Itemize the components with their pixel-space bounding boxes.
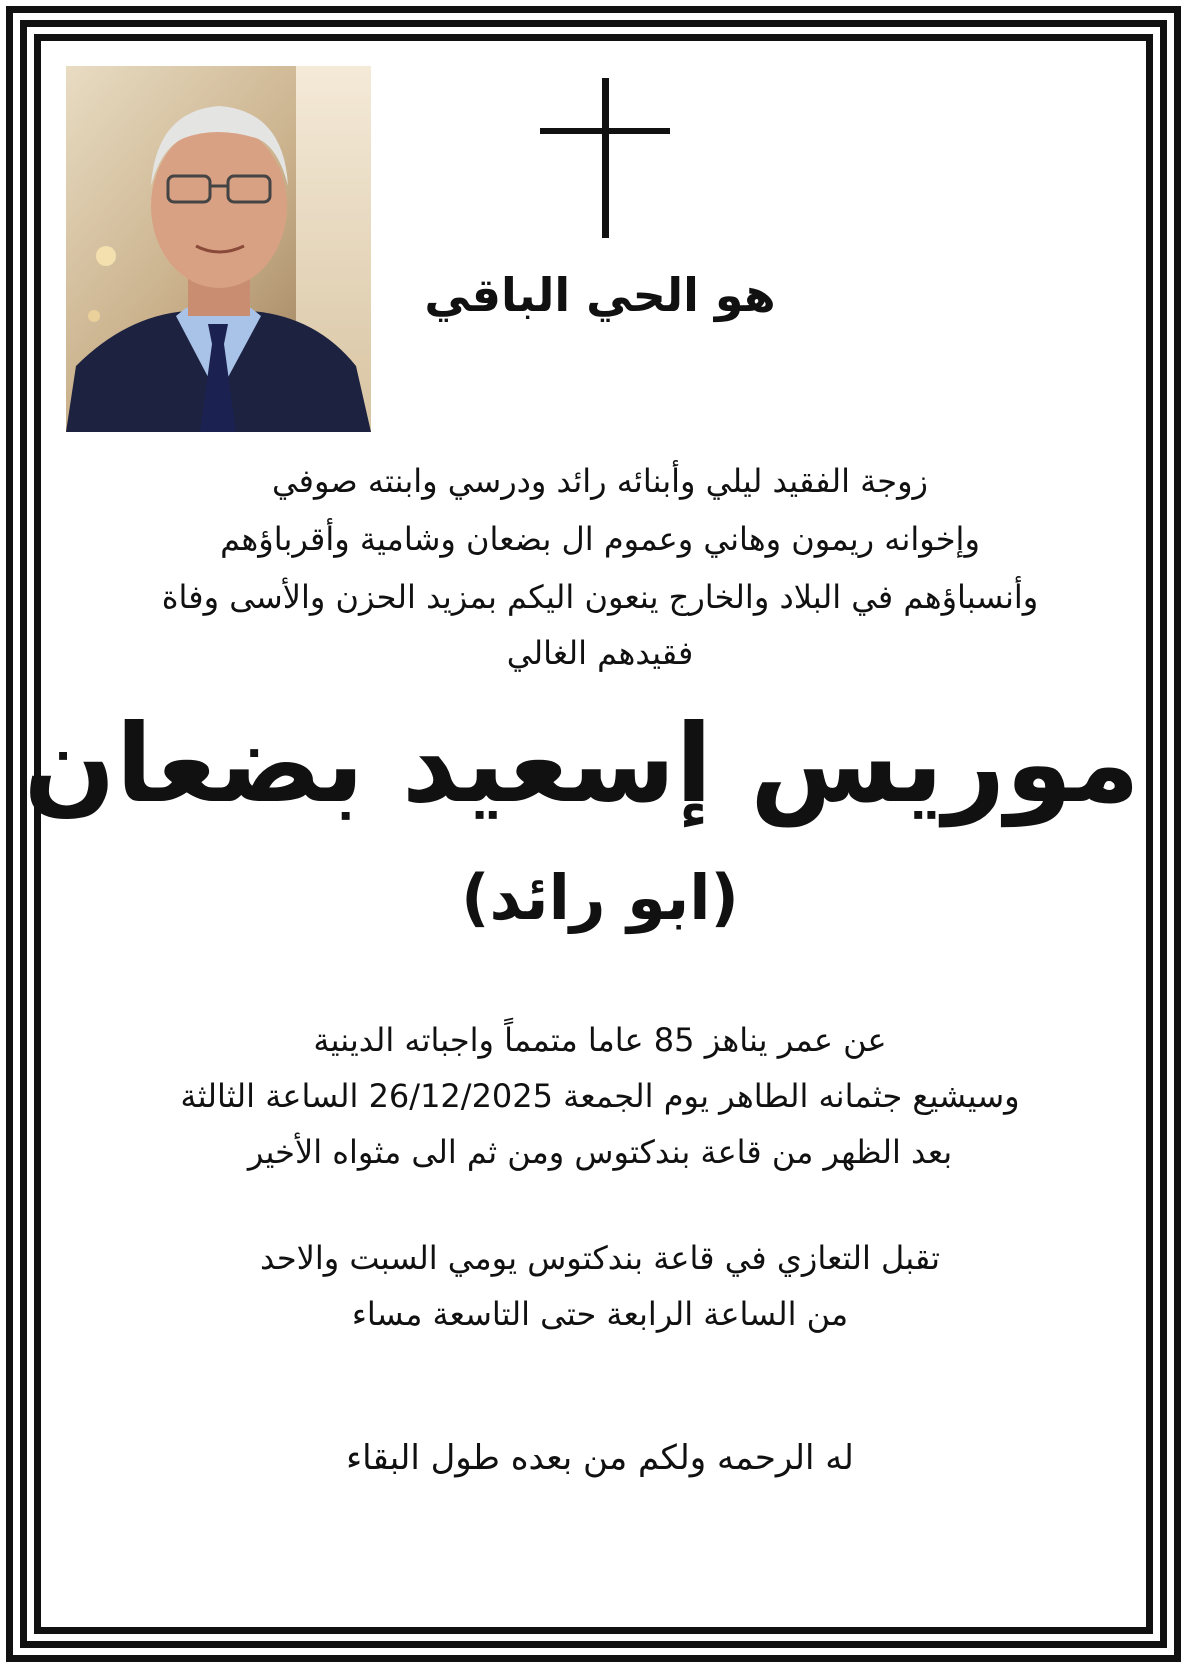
nickname: (ابو رائد): [461, 861, 739, 934]
details-line: عن عمر يناهز 85 عاما متمماً واجباته الدينية: [313, 1021, 887, 1059]
details-line: وسيشيع جثمانه الطاهر يوم الجمعة 26/12/2025 الساعة الثالثة: [180, 1077, 1020, 1115]
intro-line: زوجة الفقيد ليلي وأبنائه رائد ودرسي وابنته صوفي: [272, 462, 928, 500]
portrait-photo: [66, 66, 371, 432]
heading: هو الحي الباقي: [424, 268, 776, 322]
details-line: بعد الظهر من قاعة بندكتوس ومن ثم الى مثواه الأخير: [247, 1133, 953, 1171]
closing-line: له الرحمه ولكم من بعده طول البقاء: [346, 1438, 854, 1478]
condolence-line: تقبل التعازي في قاعة بندكتوس يومي السبت والاحد: [260, 1239, 940, 1277]
intro-line: وأنسباؤهم في البلاد والخارج ينعون اليكم بمزيد الحزن والأسى وفاة: [161, 578, 1039, 616]
intro-line: وإخوانه ريمون وهاني وعموم ال بضعان وشامية وأقرباؤهم: [220, 520, 980, 558]
cross-icon: [540, 78, 670, 238]
deceased-name: موريس إسعيد بضعان: [23, 702, 1140, 827]
condolence-line: من الساعة الرابعة حتى التاسعة مساء: [351, 1295, 849, 1333]
intro-line: فقيدهم الغالي: [506, 634, 694, 672]
